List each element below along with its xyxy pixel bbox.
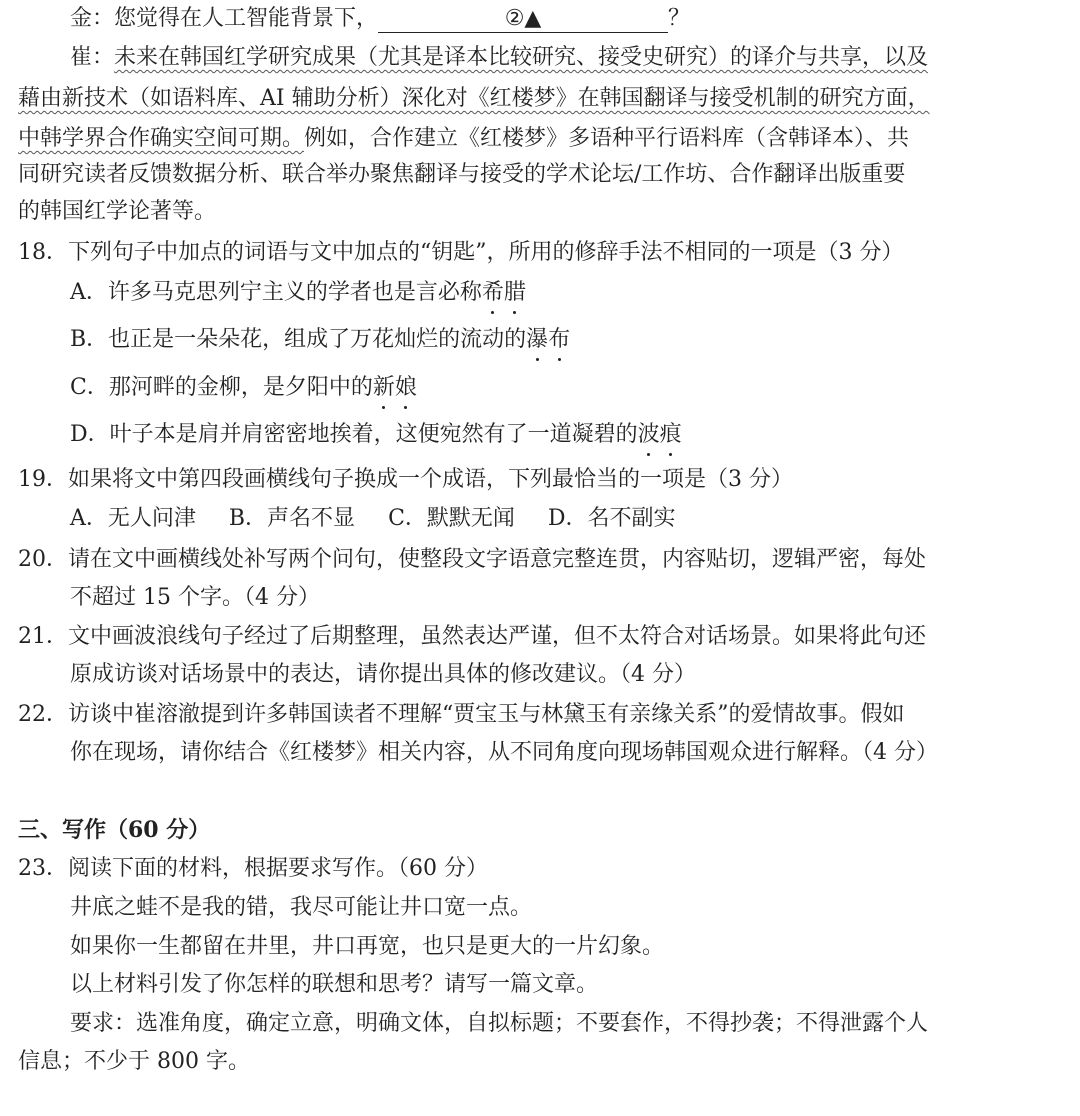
material-line-1: 井底之蛙不是我的错，我尽可能让井口宽一点。 [70,895,533,920]
answer-blank-2[interactable] [378,6,668,33]
requirements-line-2: 信息；不少于 800 字。 [18,1049,250,1074]
cui-name: 崔： [70,45,115,70]
cui-rest-3: 例如，合作建立《红楼梦》多语种平行语料库（含韩译本）、共 [304,126,910,151]
q18-option-a [70,278,526,308]
q19-stem: 19．如果将文中第四段画横线句子换成一个成语，下列最恰当的一项是（3 分） [18,467,793,492]
q18-option-d [70,420,682,450]
q20-line-1: 20．请在文中画横线处补写两个问句，使整段文字语意完整连贯，内容贴切，逻辑严密，每处 [18,547,926,572]
q19-option-a[interactable]: A．无人问津 [70,506,196,531]
q21-line-2: 原成访谈对话场景中的表达，请你提出具体的修改建议。（4 分） [70,662,696,687]
q18-a-text: A．许多马克思列宁主义的学者也是言必称 [70,280,482,305]
q18-stem: 18．下列句子中加点的词语与文中加点的“钥匙”，所用的修辞手法不相同的一项是（3 分） [18,240,904,265]
wavy-sentence-part-1: 未来在韩国红学研究成果（尤其是译本比较研究、接受史研究）的译介与共享，以及 [114,45,929,70]
q21-line-1: 21．文中画波浪线句子经过了后期整理，虽然表达严谨，但不太符合对话场景。如果将此句还 [18,624,926,649]
q19-option-d[interactable]: D．名不副实 [547,506,676,531]
emphasis-dot-char: 波 [638,420,660,450]
cui-answer-line-1 [70,43,928,73]
material-line-2: 如果你一生都留在井里，井口再宽，也只是更大的一片幻象。 [70,934,665,959]
cui-answer-line-3 [18,124,909,154]
q23-stem: 23．阅读下面的材料，根据要求写作。（60 分） [18,856,488,881]
q22-line-2: 你在现场，请你结合《红楼梦》相关内容，从不同角度向现场韩国观众进行解释。（4 分） [70,740,938,765]
cui-answer-line-4: 同研究读者反馈数据分析、联合举办聚焦翻译与接受的学术论坛/工作坊、合作翻译出版重要 [18,162,906,187]
emphasis-dot-char: 希 [482,278,504,308]
emphasis-dot-char: 痕 [660,420,682,450]
q18-option-c [70,373,417,403]
emphasis-dot-char: 娘 [395,373,417,403]
q19-option-c[interactable]: C．默默无闻 [388,506,515,531]
q20-line-2: 不超过 15 个字。（4 分） [70,585,320,610]
emphasis-dot-char: 瀑 [526,325,548,355]
cui-answer-line-5: 的韩国红学论著等。 [18,199,217,224]
jin-prefix: 金：您觉得在人工智能背景下， [70,6,379,31]
requirements-line-1: 要求：选准角度，确定立意，明确文体，自拟标题；不要套作，不得抄袭；不得泄露个人 [70,1011,929,1036]
wavy-sentence-part-2: 藉由新技术（如语料库、AI 辅助分析）深化对《红楼梦》在韩国翻译与接受机制的研究方面， [18,86,930,111]
q18-c-text: C．那河畔的金柳，是夕阳中的 [70,375,373,400]
jin-question-line [70,4,690,34]
cui-answer-line-2 [18,84,930,114]
wavy-sentence-part-3: 中韩学界合作确实空间可期。 [18,126,305,151]
emphasis-dot-char: 布 [548,325,570,355]
jin-suffix: ？ [668,6,691,31]
emphasis-dot-char: 腊 [504,278,526,308]
q22-line-1: 22．访谈中崔溶澈提到许多韩国读者不理解“贾宝玉与林黛玉有亲缘关系”的爱情故事。假如 [18,702,905,727]
q19-options [70,504,702,534]
q18-option-b [70,325,570,355]
q19-option-b[interactable]: B．声名不显 [228,506,356,531]
section-heading-writing: 三、写作（60 分） [18,817,211,843]
writing-prompt: 以上材料引发了你怎样的联想和思考？请写一篇文章。 [70,972,599,997]
blank-label: ②▲ [504,6,542,31]
q18-d-text: D．叶子本是肩并肩密密地挨着，这便宛然有了一道凝碧的 [70,422,638,447]
emphasis-dot-char: 新 [373,373,395,403]
q18-b-text: B．也正是一朵朵花，组成了万花灿烂的流动的 [70,327,527,352]
